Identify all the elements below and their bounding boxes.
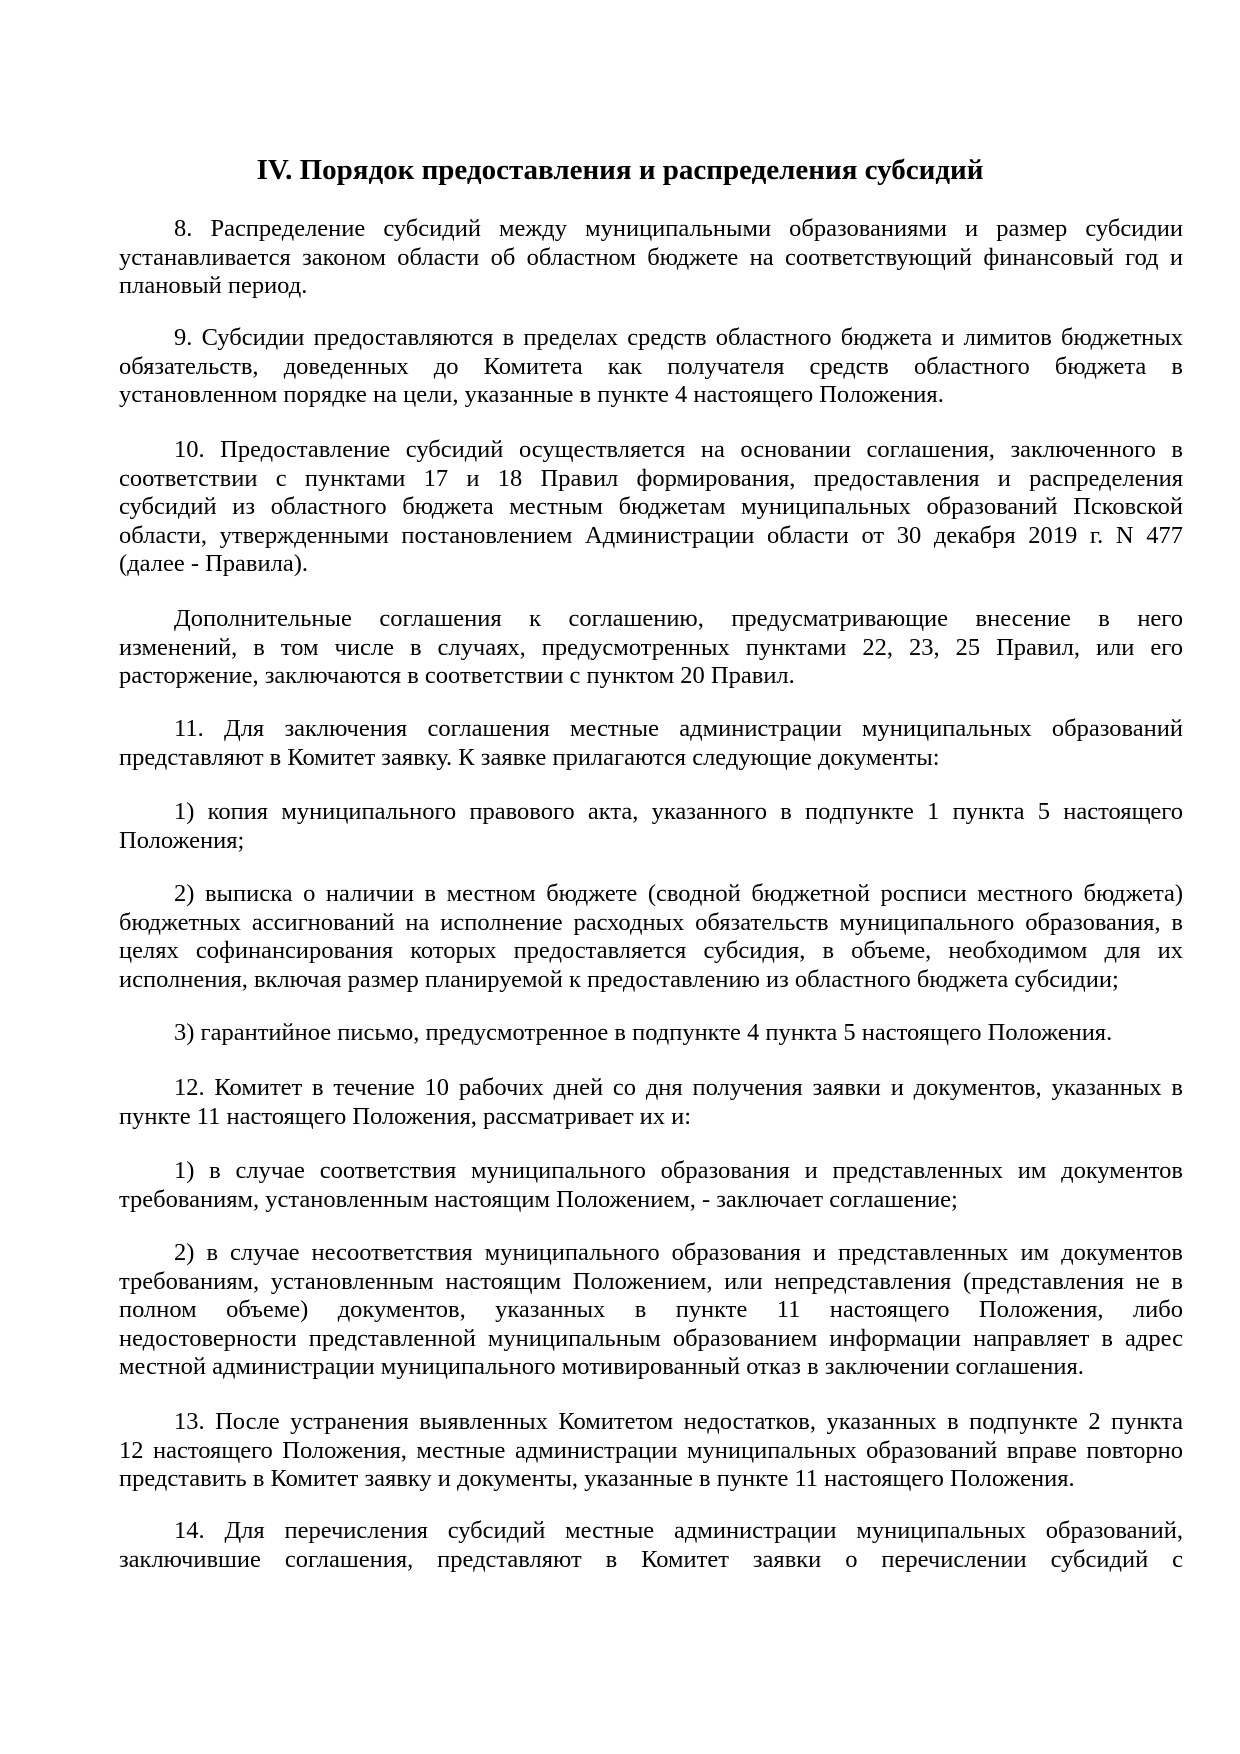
text-line: 10. Предоставление субсидий осуществляется на основании соглашения, заключенного в (174, 436, 1183, 463)
text-line: соответствии с пунктами 17 и 18 Правил формирования, предоставления и распределения (119, 464, 1183, 492)
paragraph (119, 1239, 1183, 1382)
text-line: представляют в Комитет заявку. К заявке прилагаются следующие документы: (119, 743, 940, 771)
paragraph (119, 715, 1183, 772)
text-line: Дополнительные соглашения к соглашению, предусматривающие внесение в него (174, 605, 1183, 632)
text-line: плановый период. (119, 272, 308, 299)
text-line: пункте 11 настоящего Положения, рассматривает их и: (119, 1102, 692, 1130)
text-line: заключившие соглашения, представляют в Комитет заявки о перечислении субсидий с (119, 1545, 1183, 1573)
text-line: требованиям, установленным настоящим Положением, - заключает соглашение; (119, 1185, 958, 1213)
paragraph (119, 798, 1183, 855)
text-line: установленном порядке на цели, указанные в пункте 4 настоящего Положения. (119, 381, 944, 408)
text-line: 12. Комитет в течение 10 рабочих дней со дня получения заявки и документов, указанных в (174, 1074, 1183, 1101)
text-line: 9. Субсидии предоставляются в пределах средств областного бюджета и лимитов бюджетных (174, 324, 1183, 351)
text-line: изменений, в том числе в случаях, предусмотренных пунктами 22, 23, 25 Правил, или его (119, 633, 1183, 661)
paragraph (119, 215, 1183, 301)
text-line: 11. Для заключения соглашения местные администрации муниципальных образований (174, 715, 1183, 742)
text-line: исполнения, включая размер планируемой к предоставлению из областного бюджета субсидии; (119, 965, 1119, 993)
text-line: целях софинансирования которых предоставляется субсидия, в объеме, необходимом для их (119, 937, 1183, 964)
text-line: 2) выписка о наличии в местном бюджете (сводной бюджетной росписи местного бюджета) (174, 880, 1183, 907)
paragraph (119, 1517, 1183, 1574)
text-line: 13. После устранения выявленных Комитетом недостатков, указанных в подпункте 2 пункта (174, 1408, 1183, 1435)
text-line: 8. Распределение субсидий между муниципальными образованиями и размер субсидии (174, 215, 1183, 242)
text-line: (далее - Правила). (119, 550, 308, 577)
paragraph (119, 1019, 1183, 1048)
text-line: 1) копия муниципального правового акта, указанного в подпункте 1 пункта 5 настоящего (174, 798, 1183, 825)
paragraph (119, 1074, 1183, 1131)
text-line: области, утвержденными постановлением Администрации области от 30 декабря 2019 г. N 477 (119, 521, 1183, 549)
text-line: недостоверности представленной муниципальным образованием информации направляет в адрес (119, 1324, 1183, 1352)
paragraph (119, 436, 1183, 579)
section-title: IV. Порядок предоставления и распределения субсидий (256, 154, 984, 186)
paragraph (119, 605, 1183, 691)
text-line: расторжение, заключаются в соответствии с пунктом 20 Правил. (119, 662, 795, 689)
text-line: 12 настоящего Положения, местные администрации муниципальных образований вправе повторно (119, 1436, 1183, 1464)
text-line: требованиям, установленным настоящим Положением, или непредставления (представления не в (119, 1267, 1183, 1295)
text-line: субсидий из областного бюджета местным бюджетам муниципальных образований Псковской (119, 493, 1183, 520)
text-line: устанавливается законом области об областном бюджете на соответствующий финансовый год и (119, 243, 1183, 271)
paragraph (119, 1157, 1183, 1214)
text-line: бюджетных ассигнований на исполнение расходных обязательств муниципального образования, в (119, 908, 1183, 936)
text-line: 3) гарантийное письмо, предусмотренное в подпункте 4 пункта 5 настоящего Положения. (174, 1019, 1113, 1046)
text-line: Положения; (119, 826, 245, 854)
text-line: 1) в случае соответствия муниципального образования и представленных им документов (174, 1157, 1183, 1184)
text-line: представить в Комитет заявку и документы, указанные в пункте 11 настоящего Положения. (119, 1465, 1075, 1492)
text-line: 2) в случае несоответствия муниципального образования и представленных им документов (174, 1239, 1183, 1266)
paragraph (119, 880, 1183, 994)
text-line: местной администрации муниципального мотивированный отказ в заключении соглашения. (119, 1353, 1084, 1380)
paragraph (119, 1408, 1183, 1494)
text-line: полном объеме) документов, указанных в пункте 11 настоящего Положения, либо (119, 1296, 1183, 1323)
paragraph (119, 324, 1183, 410)
text-line: обязательств, доведенных до Комитета как получателя средств областного бюджета в (119, 352, 1183, 380)
text-line: 14. Для перечисления субсидий местные администрации муниципальных образований, (174, 1517, 1183, 1544)
